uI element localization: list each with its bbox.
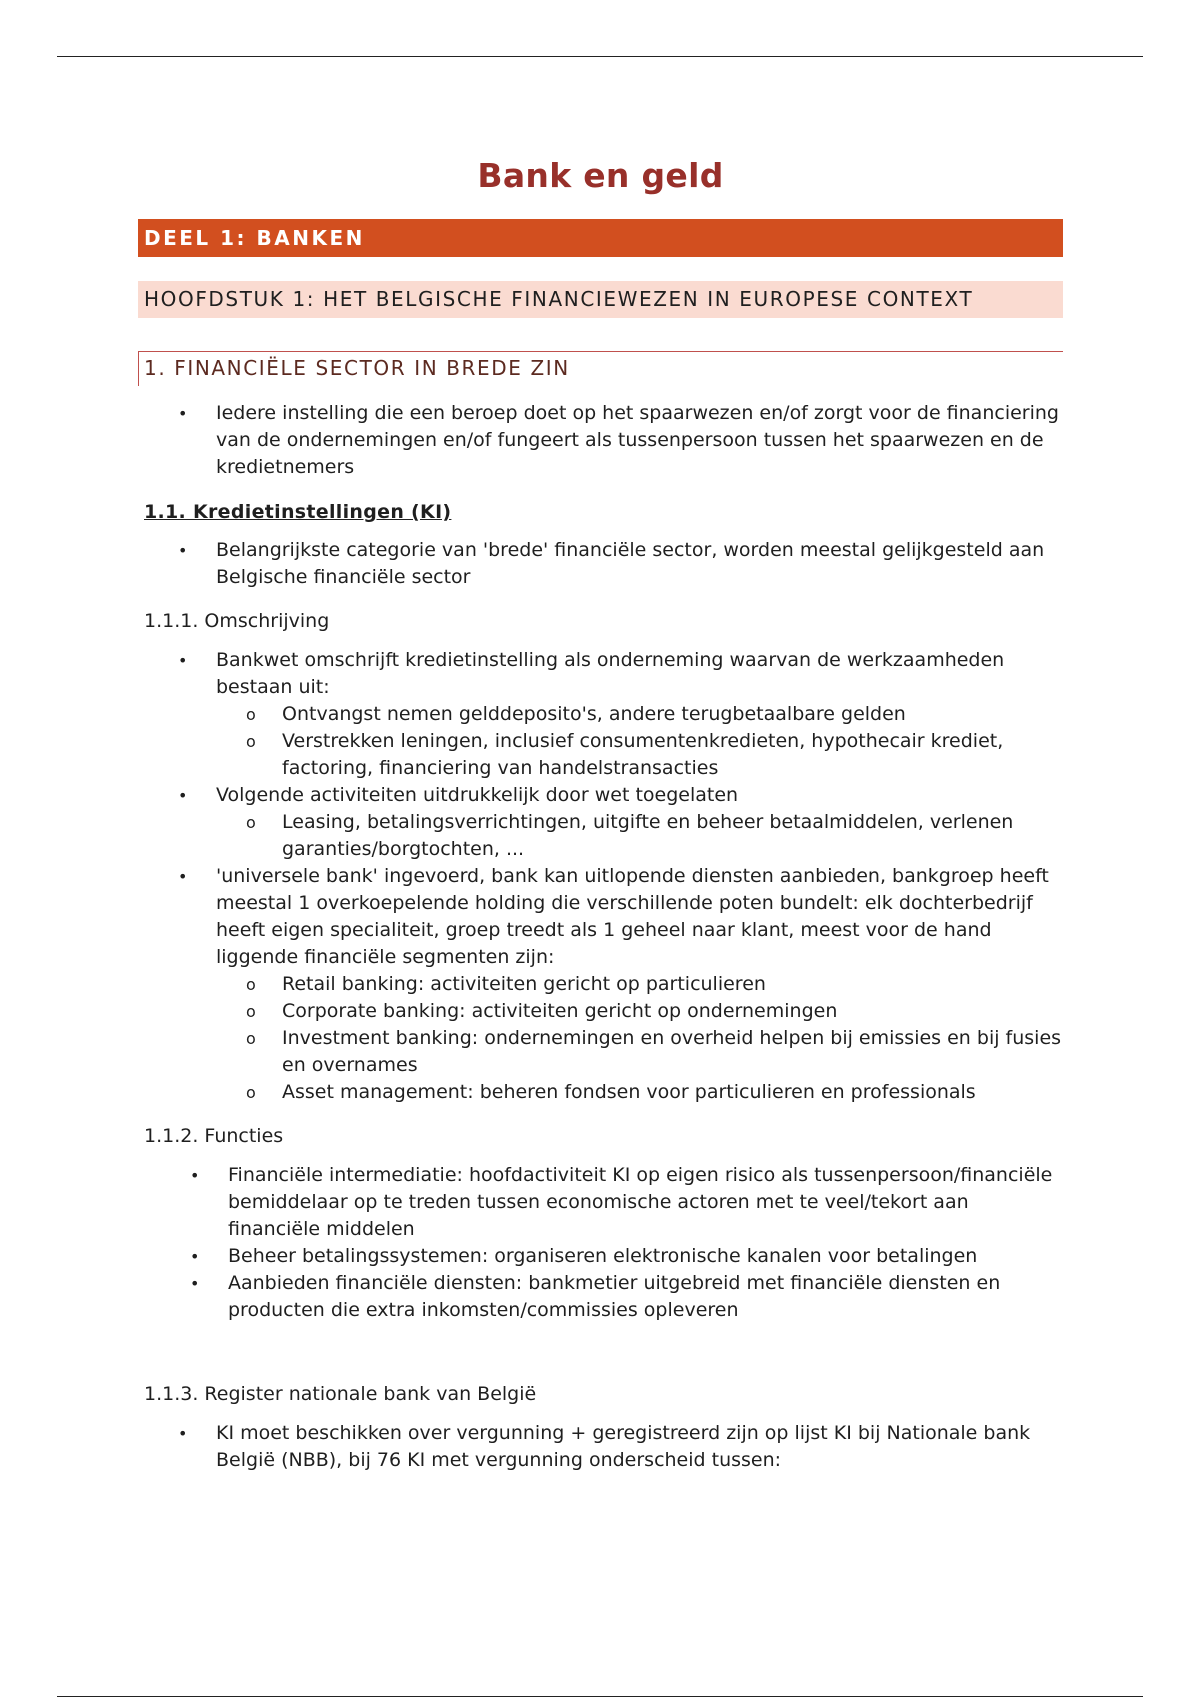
sub-list (216, 701, 1063, 782)
list-item: • 'universele bank' ingevoerd, bank kan uitlopende diensten aanbieden, bankgroep heeft meestal 1 overkoepelende holding die verschillende poten bundelt: elk dochterbedrijf heeft eigen specialiteit, groep treedt als 1 geheel naar klant, meest voor de hand liggende financiële segmenten zijn: o Retail banking: activiteiten gericht op particulieren o Corporate banking: activiteiten gericht op ondernemingen o Investment banking: ondernemingen en overheid helpen bij emissies en bij fusies en overnames o Asset management: beheren fondsen voor particulieren en professionals (138, 863, 1063, 1106)
list-item: • Volgende activiteiten uitdrukkelijk door wet toegelaten o Leasing, betalingsverrichtingen, uitgifte en beheer betaalmiddelen, verlenen garanties/borgtochten, ... (138, 782, 1063, 863)
bullet-icon: • (190, 1166, 200, 1185)
part-heading: DEEL 1: BANKEN (138, 219, 1063, 257)
bullet-icon: • (178, 404, 188, 423)
sub-list (216, 809, 1063, 863)
subsubsection-heading: 1.1.1. Omschrijving (144, 610, 330, 632)
list-item: • Beheer betalingssystemen: organiseren elektronische kanalen voor betalingen (138, 1243, 1063, 1270)
bullet-icon: • (190, 1247, 200, 1266)
functies-list (138, 1162, 1063, 1324)
circle-bullet-icon: o (246, 1002, 256, 1021)
subsection-heading: 1.1. Kredietinstellingen (KI) (144, 501, 452, 523)
circle-bullet-icon: o (246, 732, 256, 751)
footer-rule (57, 1696, 1143, 1697)
circle-bullet-icon: o (246, 705, 256, 724)
bullet-icon: • (178, 867, 188, 886)
subsubsection-heading: 1.1.2. Functies (144, 1125, 284, 1147)
circle-bullet-icon: o (246, 1083, 256, 1102)
subsubsection-heading: 1.1.3. Register nationale bank van België (144, 1383, 537, 1405)
bullet-icon: • (178, 1424, 188, 1443)
subsection-list (138, 537, 1063, 591)
intro-list (138, 400, 1063, 481)
document-title: Bank en geld (477, 156, 724, 195)
document-body (138, 155, 1063, 1474)
bullet-icon: • (190, 1274, 200, 1293)
section-heading: 1. FINANCIËLE SECTOR IN BREDE ZIN (138, 351, 1063, 386)
list-item: • Belangrijkste categorie van 'brede' financiële sector, worden meestal gelijkgesteld aan Belgische financiële sector (178, 539, 1045, 588)
bullet-icon: • (178, 651, 188, 670)
sub-list-item: o Leasing, betalingsverrichtingen, uitgifte en beheer betaalmiddelen, verlenen garanties/borgtochten, ... (246, 811, 1014, 860)
sub-list-item: o Verstrekken leningen, inclusief consumentenkredieten, hypothecair krediet, factoring, financiering van handelstransacties (246, 730, 1004, 779)
list-item: • Bankwet omschrijft kredietinstelling als onderneming waarvan de werkzaamheden bestaan uit: o Ontvangst nemen gelddeposito's, andere terugbetaalbare gelden o Verstrekken leningen, inclusief consumentenkredieten, hypothecair krediet, factoring, financiering van handelstransacties (138, 647, 1063, 782)
sub-list-item: o Investment banking: ondernemingen en overheid helpen bij emissies en bij fusies en overnames (246, 1027, 1062, 1076)
sub-list-item: o Ontvangst nemen gelddeposito's, andere terugbetaalbare gelden (210, 701, 1063, 728)
list-item: • Financiële intermediatie: hoofdactiviteit KI op eigen risico als tussenpersoon/financiële bemiddelaar op te treden tussen economische actoren met te veel/tekort aan financiële middelen (190, 1164, 1053, 1240)
circle-bullet-icon: o (246, 1029, 256, 1048)
bullet-icon: • (178, 786, 188, 805)
register-list (138, 1420, 1063, 1474)
bullet-icon: • (178, 541, 188, 560)
header-rule (57, 56, 1143, 57)
list-item: • Iedere instelling die een beroep doet op het spaarwezen en/of zorgt voor de financiering van de ondernemingen en/of fungeert als tussenpersoon tussen het spaarwezen en de kredietnemers (178, 402, 1059, 478)
list-item: • Aanbieden financiële diensten: bankmetier uitgebreid met financiële diensten en producten die extra inkomsten/commissies opleveren (190, 1272, 1001, 1321)
sub-list-item: o Corporate banking: activiteiten gericht op ondernemingen (210, 998, 1063, 1025)
chapter-heading: HOOFDSTUK 1: HET BELGISCHE FINANCIEWEZEN IN EUROPESE CONTEXT (138, 281, 1063, 318)
sub-list (216, 971, 1063, 1106)
list-item: • KI moet beschikken over vergunning + geregistreerd zijn op lijst KI bij Nationale bank België (NBB), bij 76 KI met vergunning onderscheid tussen: (178, 1422, 1031, 1471)
omschrijving-list (138, 647, 1063, 1106)
circle-bullet-icon: o (246, 813, 256, 832)
circle-bullet-icon: o (246, 975, 256, 994)
sub-list-item: o Asset management: beheren fondsen voor particulieren en professionals (210, 1079, 1063, 1106)
sub-list-item: o Retail banking: activiteiten gericht op particulieren (210, 971, 1063, 998)
